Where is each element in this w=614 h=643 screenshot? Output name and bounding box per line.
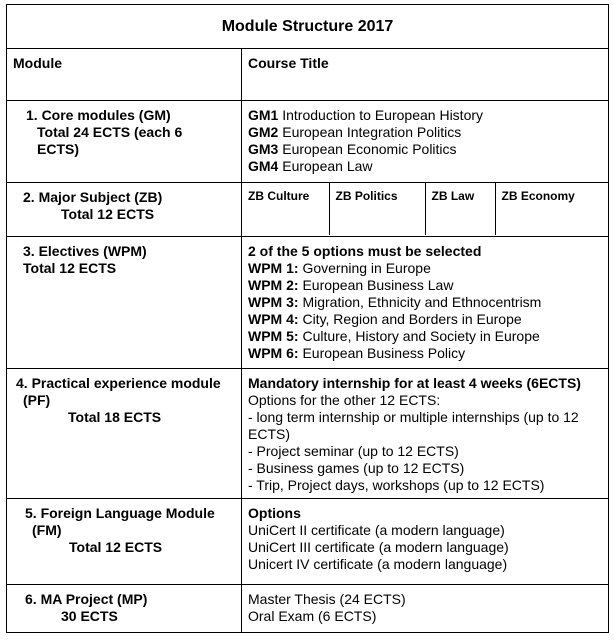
course-code: GM1: [248, 107, 279, 123]
course-title: European Business Law: [298, 277, 454, 293]
list-item: UniCert II certificate (a modern language): [248, 522, 505, 538]
module-cell: [7, 369, 242, 499]
module-cell: [7, 499, 242, 585]
course-code: WPM 4:: [248, 311, 299, 327]
internship-heading: Mandatory internship for at least 4 weeks (6ECTS): [248, 375, 581, 391]
list-item: Options for the other 12 ECTS:: [248, 392, 441, 408]
major-subject-culture: ZB Culture: [248, 189, 310, 203]
list-item: [248, 158, 602, 175]
course-cell: [242, 585, 609, 633]
electives-intro: 2 of the 5 options must be selected: [248, 243, 482, 259]
course-code: WPM 1:: [248, 260, 299, 276]
course-code: GM4: [248, 158, 279, 174]
list-item: [248, 311, 602, 328]
list-item: [248, 345, 602, 362]
course-code: GM3: [248, 141, 279, 157]
course-title: Culture, History and Society in Europe: [298, 328, 540, 344]
list-item: [248, 107, 602, 124]
course-cell: [242, 499, 609, 585]
list-item: [248, 328, 602, 345]
list-item: ECTS): [248, 426, 290, 442]
module-cell: [7, 585, 242, 633]
list-item: [248, 277, 602, 294]
list-item: - Business games (up to 12 ECTS): [248, 460, 465, 476]
major-subject-politics: ZB Politics: [329, 183, 425, 235]
list-item: - Project seminar (up to 12 ECTS): [248, 443, 459, 459]
table-row: [7, 369, 609, 499]
course-code: WPM 6:: [248, 345, 299, 361]
course-cell: [242, 237, 609, 369]
module-ects: Total 12 ECTS: [23, 260, 117, 276]
module-ects: Total 12 ECTS: [69, 539, 163, 555]
module-ects: 30 ECTS: [61, 608, 118, 624]
module-structure-table: [6, 4, 609, 633]
module-ects-cont: ECTS): [37, 141, 79, 157]
major-subject-law: ZB Law: [425, 183, 495, 235]
list-item: - long term internship or multiple internships (up to 12: [248, 409, 579, 425]
module-ects: Total 12 ECTS: [61, 206, 155, 222]
table-title: Module Structure 2017: [7, 5, 609, 49]
list-item: Unicert IV certificate (a modern language): [248, 556, 508, 572]
list-item: Oral Exam (6 ECTS): [248, 608, 377, 624]
module-code: (FM): [32, 522, 62, 538]
major-subject-grid: [242, 183, 608, 235]
subject-cell: [242, 183, 609, 237]
table-row: [7, 499, 609, 585]
module-cell: [7, 101, 242, 183]
course-title: Migration, Ethnicity and Ethnocentrism: [298, 294, 542, 310]
module-cell: [7, 183, 242, 237]
course-title: European Integration Politics: [278, 124, 462, 140]
list-item: [248, 294, 602, 311]
course-title: City, Region and Borders in Europe: [298, 311, 522, 327]
table-row: [7, 585, 609, 633]
column-header-course-title: Course Title: [242, 49, 609, 101]
course-code: WPM 3:: [248, 294, 299, 310]
course-title: European Economic Politics: [278, 141, 457, 157]
module-cell: [7, 237, 242, 369]
list-item: [248, 141, 602, 158]
module-ects: Total 18 ECTS: [68, 409, 162, 425]
options-heading: Options: [248, 505, 301, 521]
column-header-module: Module: [7, 49, 242, 101]
module-name: 1. Core modules (GM): [26, 107, 171, 123]
course-code: WPM 2:: [248, 277, 299, 293]
module-name: 6. MA Project (MP): [25, 591, 148, 607]
course-cell: [242, 101, 609, 183]
module-code: (PF): [23, 392, 51, 408]
table-row: [7, 237, 609, 369]
module-name: 2. Major Subject (ZB): [23, 189, 163, 205]
list-item: - Trip, Project days, workshops (up to 12 ECTS): [248, 477, 545, 493]
list-item: UniCert III certificate (a modern language): [248, 539, 509, 555]
course-title: European Law: [278, 158, 373, 174]
list-item: [248, 124, 602, 141]
module-name: 3. Electives (WPM): [23, 243, 147, 259]
list-item: Master Thesis (24 ECTS): [248, 591, 406, 607]
module-ects: Total 24 ECTS (each 6: [37, 124, 183, 140]
course-cell: [242, 369, 609, 499]
major-subject-economy: ZB Economy: [495, 183, 608, 235]
table-row: [7, 101, 609, 183]
list-item: [248, 260, 602, 277]
module-name: 4. Practical experience module: [16, 375, 221, 391]
course-title: European Business Policy: [298, 345, 466, 361]
module-name: 5. Foreign Language Module: [25, 505, 215, 521]
course-code: GM2: [248, 124, 279, 140]
course-title: Introduction to European History: [278, 107, 484, 123]
table-row: [7, 183, 609, 237]
course-code: WPM 5:: [248, 328, 299, 344]
course-title: Governing in Europe: [298, 260, 431, 276]
